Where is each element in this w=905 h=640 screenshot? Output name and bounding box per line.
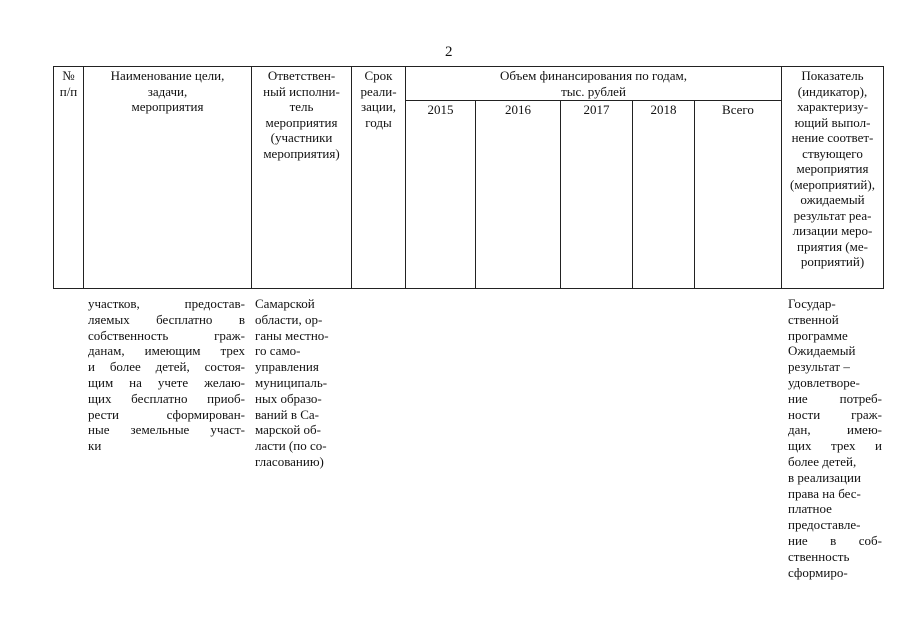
continuation-name: участков, предостав- ляемых бесплатно в собственность граж- данам, имеющим трех и более детей, состоя- щим на учете желаю- щих бесплатно приоб- рести сформирован- ные земельные участ- ки [88, 296, 245, 454]
header-num: № п/п [54, 67, 84, 289]
header-table [53, 66, 884, 289]
header-year-2018: 2018 [633, 101, 695, 289]
continuation-indicator: Государ- ственной программе Ожидаемый результат – удовлетворе- ние потреб- ности граж- дан, имею- щих трех и более детей, в реализации права на бес- платное предоставле- ние в соб- ственность сформиро- [788, 296, 882, 580]
header-indicator: Показатель (индикатор), характеризу- ющий выпол- нение соответ- ствующего мероприятия (мероприятий), ожидаемый результат реа- лизации меро- приятия (ме- роприятий) [782, 67, 884, 289]
continuation-responsible: Самарской области, ор- ганы местно- го само- управления муниципаль- ных образо- ваний в Са- марской об- ласти (по со- гласованию) [255, 296, 329, 469]
header-finance: Объем финансирования по годам, тыс. рублей [406, 67, 782, 101]
header-year-total: Всего [695, 101, 782, 289]
header-year-2015: 2015 [406, 101, 476, 289]
header-year-2017: 2017 [561, 101, 633, 289]
header-term: Срок реали- зации, годы [352, 67, 406, 289]
page-number: 2 [445, 44, 453, 60]
header-responsible: Ответствен- ный исполни- тель мероприятия (участники мероприятия) [252, 67, 352, 289]
header-year-2016: 2016 [476, 101, 561, 289]
header-name: Наименование цели, задачи, мероприятия [84, 67, 252, 289]
